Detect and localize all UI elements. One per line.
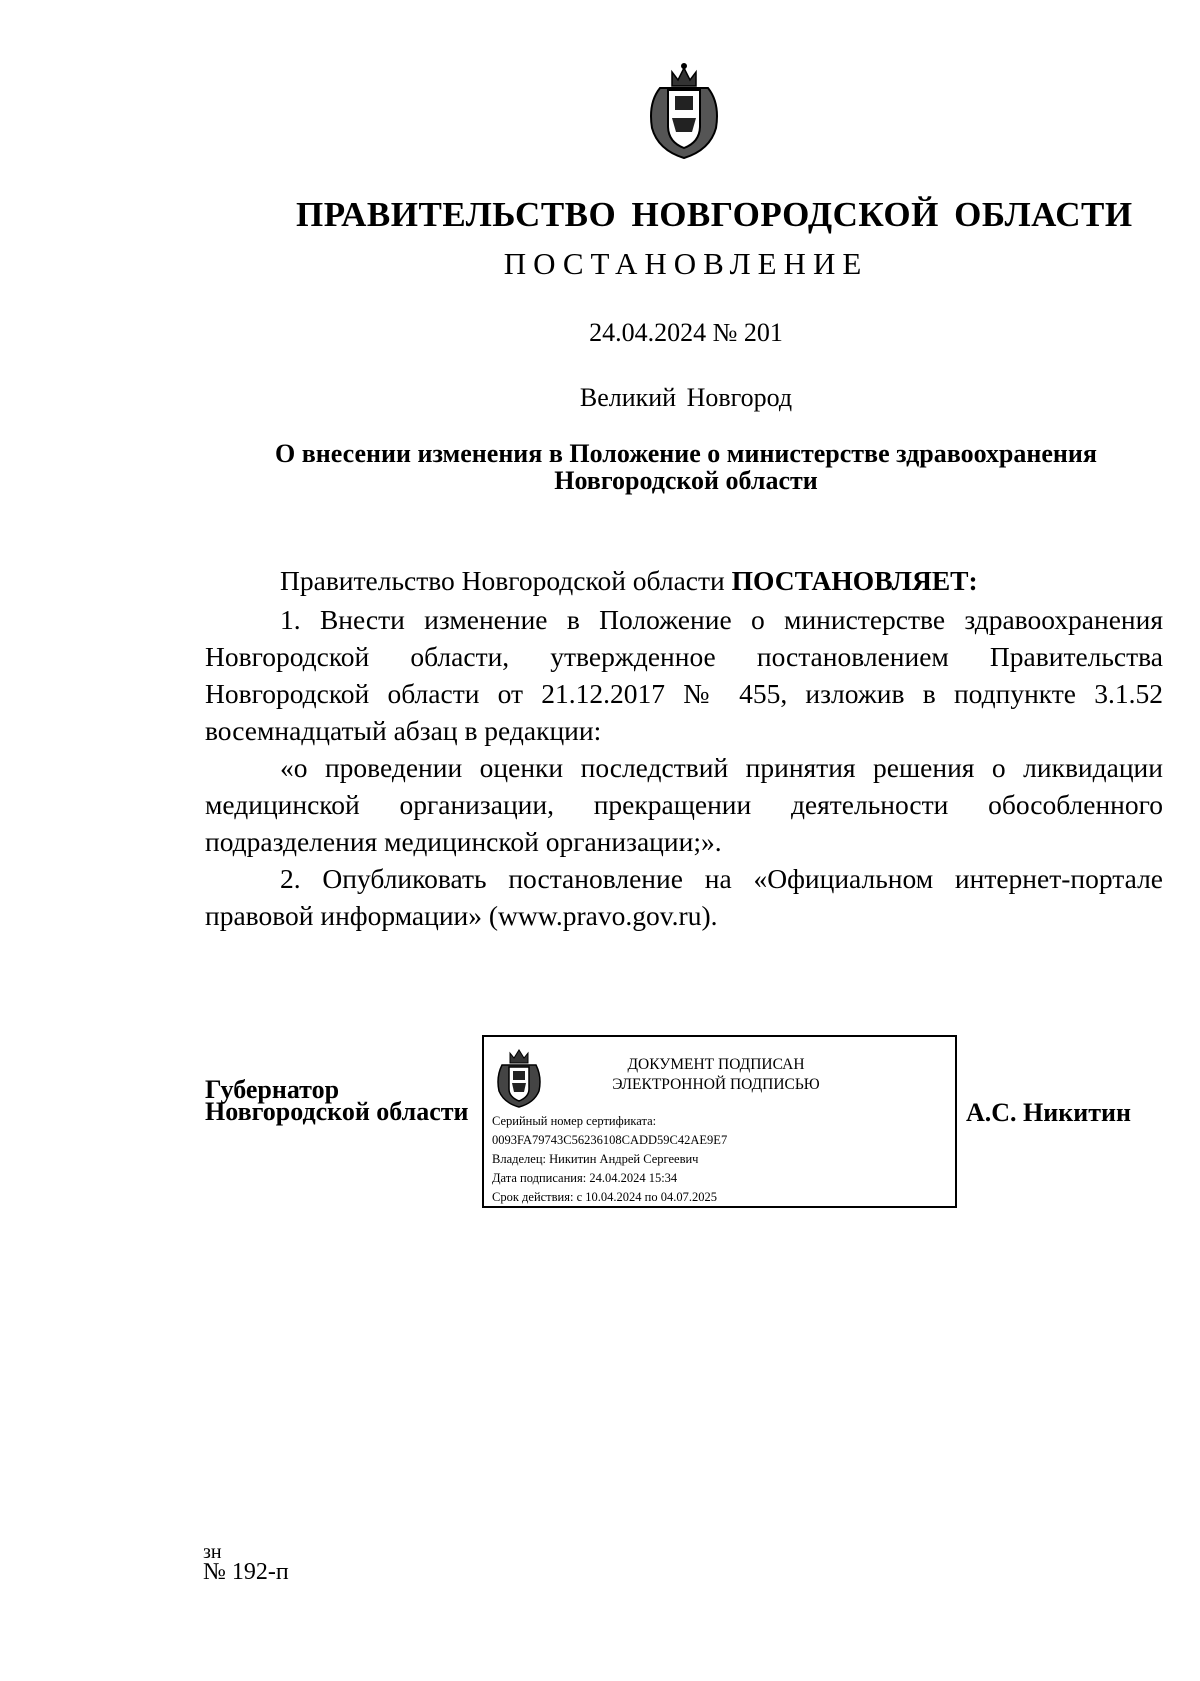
preamble xyxy=(205,562,1163,599)
esign-owner: Владелец: Никитин Андрей Сергеевич xyxy=(492,1152,699,1166)
esign-header xyxy=(566,1055,866,1095)
subject-line-1: О внесении изменения в Положение о министерстве здравоохранения xyxy=(275,439,1097,468)
item-2: 2. Опубликовать постановление на «Официальном интернет-портале правовой информации» (www.pravo.gov.ru). xyxy=(205,863,1163,931)
item-1: 1. Внести изменение в Положение о министерстве здравоохранения Новгородской области, утвержденное постановлением Правительства Новгородской области от 21.12.2017 № 455, изложив в подпункте 3.1.52 восемнадцатый абзац в редакции: xyxy=(205,604,1163,746)
document-subject xyxy=(200,440,1172,494)
esign-serial-label: Серийный номер сертификата: xyxy=(492,1114,657,1128)
electronic-signature-stamp xyxy=(482,1035,957,1208)
footer xyxy=(203,1541,289,1585)
footer-code: зн xyxy=(203,1541,222,1563)
esign-info xyxy=(492,1112,727,1207)
esign-header-line-1: ДОКУМЕНТ ПОДПИСАН xyxy=(627,1056,805,1073)
esign-emblem-icon xyxy=(494,1047,544,1109)
government-title: ПРАВИТЕЛЬСТВО НОВГОРОДСКОЙ ОБЛАСТИ xyxy=(296,195,1133,234)
signatory-position xyxy=(205,1075,469,1126)
esign-header-line-2: ЭЛЕКТРОННОЙ ПОДПИСЬЮ xyxy=(612,1076,820,1093)
signatory-name: А.С. Никитин xyxy=(966,1098,1131,1127)
document-city: Великий Новгород xyxy=(579,383,793,412)
document-body xyxy=(205,562,1163,934)
document-date-number: 24.04.2024 № 201 xyxy=(589,318,783,347)
esign-signed-date: Дата подписания: 24.04.2024 15:34 xyxy=(492,1171,678,1185)
preamble-text: Правительство Новгородской области xyxy=(280,565,732,596)
document-type: ПОСТАНОВЛЕНИЕ xyxy=(503,246,869,281)
footer-number: № 192-п xyxy=(203,1559,289,1585)
esign-serial: 0093FA79743C56236108CADD59C42AE9E7 xyxy=(492,1133,728,1147)
item-1-quote: «о проведении оценки последствий принятия решения о ликвидации медицинской организации, прекращении деятельности обособленного подразделения медицинской организации;». xyxy=(205,752,1163,857)
signatory-position-line-2: Новгородской области xyxy=(205,1097,469,1126)
coat-of-arms-icon xyxy=(642,58,726,162)
preamble-keyword: ПОСТАНОВЛЯЕТ: xyxy=(731,565,978,596)
signatory-position-line-1: Губернатор xyxy=(205,1075,340,1104)
esign-validity: Срок действия: с 10.04.2024 по 04.07.2025 xyxy=(492,1190,717,1204)
subject-line-2: Новгородской области xyxy=(554,466,818,495)
